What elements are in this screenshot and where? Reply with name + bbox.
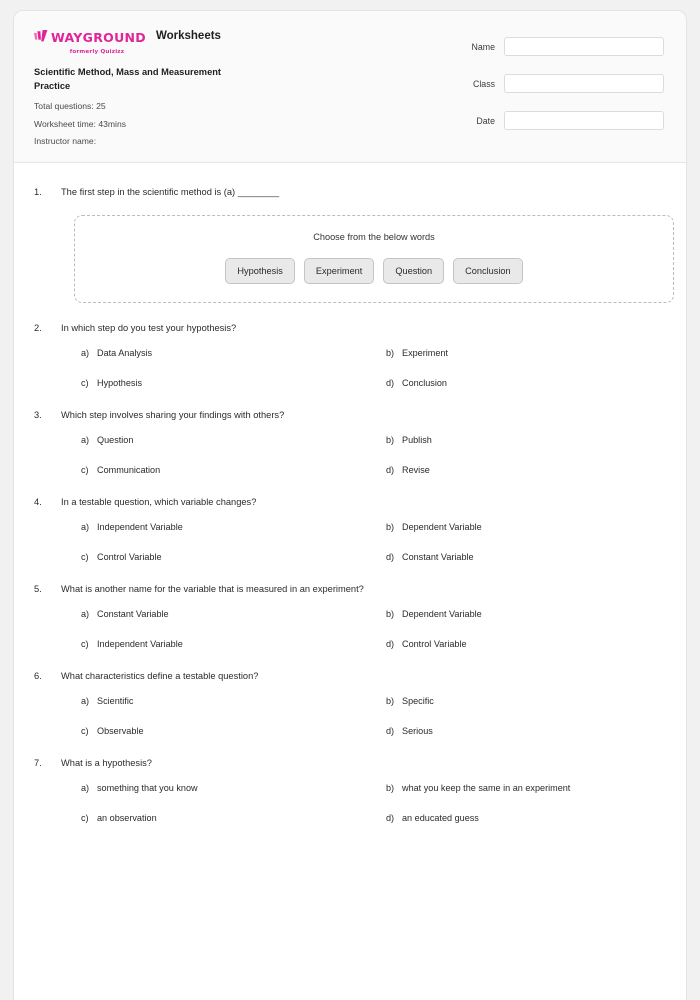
option-grid (81, 347, 666, 390)
option-letter: b) (386, 609, 395, 619)
answer-option[interactable] (81, 521, 386, 534)
option-letter: a) (81, 609, 90, 619)
option-text: Specific (402, 696, 434, 706)
answer-option[interactable] (386, 347, 666, 360)
option-text: Constant Variable (402, 552, 474, 562)
option-text: Publish (402, 435, 432, 445)
option-letter: a) (81, 348, 90, 358)
option-letter: c) (81, 639, 89, 649)
option-letter: d) (386, 726, 395, 736)
option-text: Constant Variable (97, 609, 169, 619)
answer-option[interactable] (386, 608, 666, 621)
option-letter: b) (386, 435, 395, 445)
answer-option[interactable] (81, 377, 386, 390)
question-number: 2. (34, 323, 42, 333)
answer-option[interactable] (81, 551, 386, 564)
worksheet-header (14, 11, 686, 163)
word-bank-chips (85, 258, 663, 284)
question-heading (34, 321, 666, 335)
answer-option[interactable] (81, 782, 386, 795)
logo-wordmark: WAYGROUND (51, 29, 146, 45)
question-text: In which step do you test your hypothesis? (61, 323, 237, 333)
question-block (34, 495, 666, 564)
worksheet-meta (34, 65, 304, 151)
question-number: 3. (34, 410, 42, 420)
wayground-logo (34, 29, 146, 55)
option-letter: b) (386, 348, 395, 358)
answer-option[interactable] (81, 608, 386, 621)
option-letter: d) (386, 465, 395, 475)
option-text: Communication (97, 465, 161, 475)
class-field-row (364, 74, 664, 93)
question-number: 5. (34, 584, 42, 594)
answer-option[interactable] (81, 464, 386, 477)
instructor-name: Instructor name: (34, 136, 97, 146)
question-heading (34, 669, 666, 683)
date-field-row (364, 111, 664, 130)
question-heading (34, 582, 666, 596)
question-block (34, 582, 666, 651)
question-number: 7. (34, 758, 42, 768)
option-grid (81, 695, 666, 738)
answer-option[interactable] (386, 551, 666, 564)
option-text: Observable (97, 726, 144, 736)
question-text: The first step in the scientific method is (a) ________ (61, 187, 280, 197)
option-letter: b) (386, 783, 395, 793)
answer-option[interactable] (386, 377, 666, 390)
option-text: Independent Variable (97, 522, 183, 532)
option-letter: a) (81, 435, 90, 445)
option-text: something that you know (97, 783, 198, 793)
worksheet-time: Worksheet time: 43mins (34, 118, 127, 129)
question-number: 4. (34, 497, 42, 507)
option-letter: b) (386, 522, 395, 532)
question-text: In a testable question, which variable changes? (61, 497, 257, 507)
option-text: an observation (97, 813, 157, 823)
option-text: Dependent Variable (402, 609, 482, 619)
option-text: Experiment (402, 348, 448, 358)
option-text: Hypothesis (97, 378, 142, 388)
question-text: What is a hypothesis? (61, 758, 152, 768)
question-list (14, 163, 686, 825)
answer-option[interactable] (386, 521, 666, 534)
option-letter: c) (81, 552, 89, 562)
option-text: an educated guess (402, 813, 479, 823)
question-number: 1. (34, 187, 42, 197)
option-text: Dependent Variable (402, 522, 482, 532)
logo-subtitle: formerly Quizizz (69, 49, 125, 55)
wayground-logo-icon (34, 29, 48, 47)
answer-option[interactable] (386, 434, 666, 447)
option-letter: d) (386, 813, 395, 823)
answer-option[interactable] (386, 725, 666, 738)
option-letter: b) (386, 696, 395, 706)
question-block (34, 408, 666, 477)
word-chip[interactable]: Question (383, 258, 444, 284)
question-number: 6. (34, 671, 42, 681)
class-label: Class (473, 78, 495, 89)
brand (34, 29, 221, 55)
word-bank (74, 215, 674, 303)
question-heading (34, 756, 666, 770)
answer-option[interactable] (386, 812, 666, 825)
option-text: Independent Variable (97, 639, 183, 649)
option-text: Control Variable (97, 552, 162, 562)
answer-option[interactable] (386, 638, 666, 651)
option-text: Serious (402, 726, 433, 736)
answer-option[interactable] (81, 725, 386, 738)
word-chip[interactable]: Hypothesis (225, 258, 294, 284)
question-text: What characteristics define a testable question? (61, 671, 259, 681)
option-letter: a) (81, 783, 90, 793)
option-letter: d) (386, 552, 395, 562)
date-input[interactable] (504, 111, 664, 130)
answer-option[interactable] (81, 347, 386, 360)
option-letter: c) (81, 465, 89, 475)
question-block (34, 756, 666, 825)
option-grid (81, 434, 666, 477)
question-heading (34, 408, 666, 422)
option-text: Scientific (97, 696, 134, 706)
answer-option[interactable] (81, 695, 386, 708)
worksheet-page (13, 10, 687, 1000)
word-bank-title: Choose from the below words (313, 232, 435, 242)
word-chip[interactable]: Experiment (304, 258, 374, 284)
option-text: what you keep the same in an experiment (402, 783, 571, 793)
answer-option[interactable] (81, 812, 386, 825)
question-block (34, 321, 666, 390)
date-label: Date (476, 115, 495, 126)
word-chip[interactable]: Conclusion (453, 258, 522, 284)
option-text: Revise (402, 465, 430, 475)
question-block (34, 669, 666, 738)
option-grid (81, 608, 666, 651)
option-letter: c) (81, 813, 89, 823)
worksheets-label: Worksheets (155, 30, 221, 42)
class-input[interactable] (504, 74, 664, 93)
name-field-row (364, 37, 664, 56)
question-text: Which step involves sharing your findings with others? (61, 410, 285, 420)
option-letter: a) (81, 696, 90, 706)
student-fields (364, 37, 664, 148)
answer-option[interactable] (386, 782, 666, 795)
question-heading (34, 185, 666, 199)
option-text: Conclusion (402, 378, 447, 388)
answer-option[interactable] (386, 695, 666, 708)
option-text: Control Variable (402, 639, 467, 649)
question-block (34, 185, 666, 303)
answer-option[interactable] (386, 464, 666, 477)
question-text: What is another name for the variable that is measured in an experiment? (61, 584, 364, 594)
question-heading (34, 495, 666, 509)
answer-option[interactable] (81, 434, 386, 447)
option-letter: c) (81, 378, 89, 388)
option-letter: a) (81, 522, 90, 532)
option-grid (81, 521, 666, 564)
option-letter: d) (386, 639, 395, 649)
option-text: Data Analysis (97, 348, 153, 358)
worksheet-title: Scientific Method, Mass and Measurement Practice (34, 67, 222, 91)
name-label: Name (471, 41, 495, 52)
answer-option[interactable] (81, 638, 386, 651)
option-letter: d) (386, 378, 395, 388)
option-text: Question (97, 435, 134, 445)
name-input[interactable] (504, 37, 664, 56)
option-grid (81, 782, 666, 825)
option-letter: c) (81, 726, 89, 736)
total-questions: Total questions: 25 (34, 101, 106, 111)
